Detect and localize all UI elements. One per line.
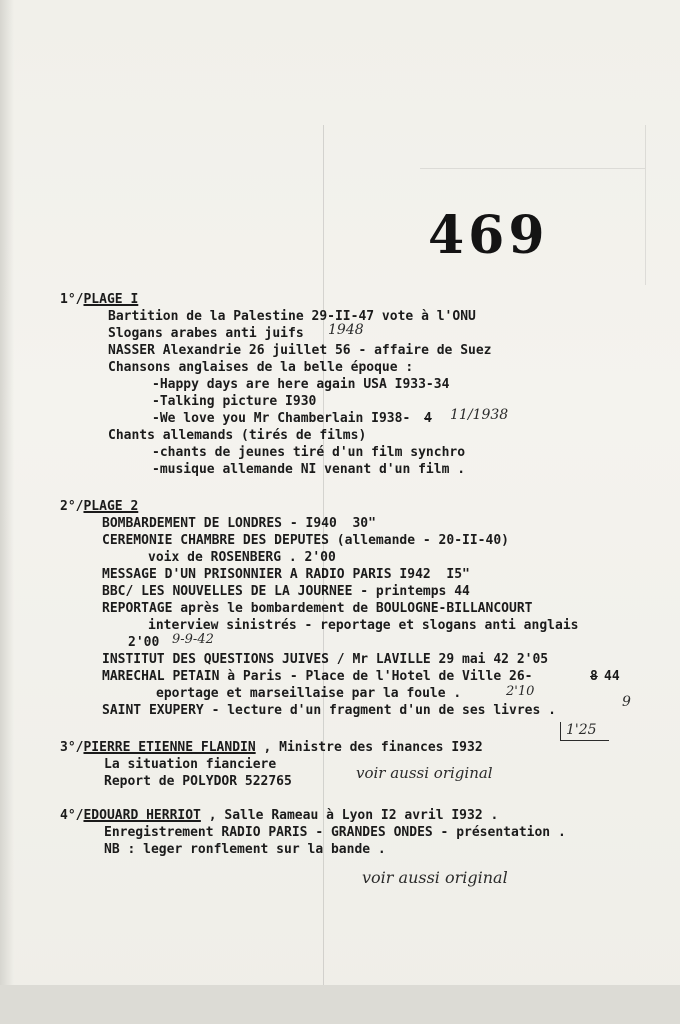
section-1-line: Slogans arabes anti juifs [108,326,304,341]
section-1-number: 1°/ [60,292,84,307]
section-2-line: 2'00 [128,635,160,650]
section-2-line: MARECHAL PETAIN à Paris - Place de l'Hotel de Ville 26- [102,669,533,684]
section-3-title-rest: , Ministre des finances I932 [255,740,483,755]
handwritten-duration: 2'10 [506,684,535,699]
handwritten-mark: 9 [622,694,631,710]
section-2-line: SAINT EXUPERY - lecture d'un fragment d'un de ses livres . [102,703,556,718]
section-2-line: eportage et marseillaise par la foule . [156,686,462,701]
handwritten-total: 1'25 [566,722,597,738]
section-3-title: PIERRE ETIENNE FLANDIN [83,740,256,755]
section-2-line: BOMBARDEMENT DE LONDRES - I940 30" [102,516,376,531]
section-2-number: 2°/ [60,499,84,514]
section-3-line: Report de POLYDOR 522765 [104,774,292,789]
section-4-heading [60,808,498,824]
section-2-line: REPORTAGE après le bombardement de BOULOGNE-BILLANCOURT [102,601,533,616]
section-3-number: 3°/ [60,740,84,755]
section-1-title: PLAGE I [83,292,139,307]
section-2-line: MESSAGE D'UN PRISONNIER A RADIO PARIS I942 I5" [102,567,470,582]
section-1-line: NASSER Alexandrie 26 juillet 56 - affaire de Suez [108,343,492,358]
section-2-line: 44 [604,669,620,684]
section-1-line: -Talking picture I930 [152,394,317,409]
handwritten-date: 11/1938 [450,407,509,423]
section-2-line: interview sinistrés - reportage et slogans anti anglais [148,618,579,633]
section-2-line: voix de ROSENBERG . 2'00 [148,550,336,565]
section-2-line: CEREMONIE CHAMBRE DES DEPUTES (allemande - 20-II-40) [102,533,509,548]
folio-number: 469 [428,205,549,266]
section-1-heading [60,292,138,308]
section-2-title: PLAGE 2 [83,499,139,514]
section-4-line: NB : leger ronflement sur la bande . [104,842,386,857]
section-1-line: Chansons anglaises de la belle époque : [108,360,414,375]
section-1-line: -musique allemande NI venant d'un film . [152,462,466,477]
section-1-line: Bartition de la Palestine 29-II-47 vote à l'ONU [108,309,476,324]
handwritten-date: 9-9-42 [172,632,214,647]
section-2-line: BBC/ LES NOUVELLES DE LA JOURNEE - printemps 44 [102,584,470,599]
handwritten-note: voir aussi original [356,764,493,782]
section-1-line: -We love you Mr Chamberlain I938- [152,411,411,426]
section-4-title: EDOUARD HERRIOT [83,808,201,823]
section-2-line: INSTITUT DES QUESTIONS JUIVES / Mr LAVILLE 29 mai 42 2'05 [102,652,549,667]
section-4-line: Enregistrement RADIO PARIS - GRANDES ONDES - présentation . [104,825,566,840]
handwritten-note: voir aussi original [362,868,508,887]
section-1-line: Chants allemands (tirés de films) [108,428,367,443]
handwritten-year: 1948 [328,322,364,338]
section-4-title-rest: , Salle Rameau à Lyon I2 avril I932 . [200,808,499,823]
section-4-number: 4°/ [60,808,84,823]
section-1-line: -chants de jeunes tiré d'un film synchro [152,445,466,460]
struck-text: 8 [590,669,598,684]
section-3-line: La situation fianciere [104,757,277,772]
struck-text: 4 [424,411,432,426]
section-1-line: -Happy days are here again USA I933-34 [152,377,450,392]
section-2-heading [60,499,138,515]
section-3-heading [60,740,483,756]
